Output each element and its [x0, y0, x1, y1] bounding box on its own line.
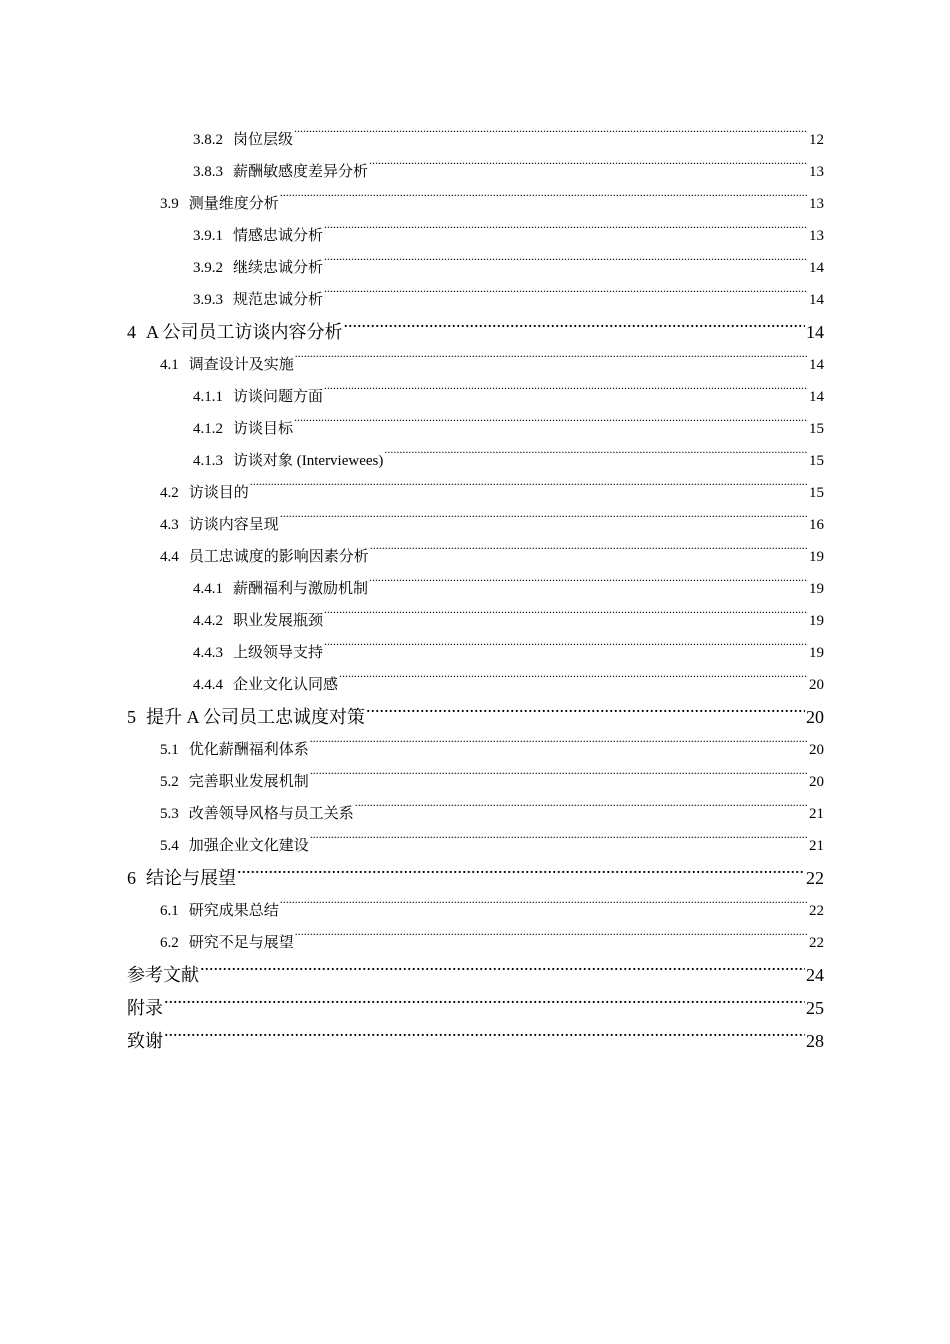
toc-entry[interactable]: [0, 669, 950, 701]
toc-entry-number: 5.2: [160, 774, 179, 790]
toc-entry-number: 3.8.3: [193, 164, 223, 180]
toc-entry-number: 4.4.4: [193, 677, 223, 693]
toc-leader-dots: [344, 320, 805, 338]
toc-entry[interactable]: [0, 992, 950, 1025]
toc-leader-dots: [164, 1029, 805, 1047]
toc-leader-dots: [366, 705, 805, 723]
toc-entry-number: 6.2: [160, 935, 179, 951]
toc-leader-dots: [355, 803, 808, 818]
toc-entry-title: 改善领导风格与员工关系: [188, 806, 354, 822]
toc-entry-page-number: 22: [806, 868, 824, 888]
toc-leader-dots: [164, 996, 805, 1014]
toc-entry[interactable]: [0, 605, 950, 637]
toc-entry[interactable]: [0, 156, 950, 188]
toc-leader-dots: [324, 610, 808, 625]
toc-entry-title: 访谈目的: [188, 485, 249, 501]
toc-entry-title: 测量维度分析: [188, 196, 279, 212]
toc-entry-number: 5.3: [160, 806, 179, 822]
toc-leader-dots: [294, 418, 808, 433]
toc-leader-dots: [339, 674, 808, 689]
toc-entry[interactable]: [0, 541, 950, 573]
toc-entry-title: 提升 A 公司员工忠诚度对策: [146, 707, 366, 727]
toc-leader-dots: [369, 161, 808, 176]
toc-entry[interactable]: [0, 413, 950, 445]
toc-entry-number: 4.1.1: [193, 389, 223, 405]
toc-leader-dots: [370, 546, 808, 561]
toc-entry-number: 6: [127, 868, 136, 888]
toc-entry-title: 薪酬敏感度差异分析: [233, 164, 369, 180]
toc-leader-dots: [324, 225, 808, 240]
toc-entry-number: 4: [127, 322, 136, 342]
toc-entry-number: 4.2: [160, 485, 179, 501]
toc-entry-page-number: 19: [809, 549, 824, 565]
toc-entry-title: 继续忠诚分析: [233, 260, 324, 276]
toc-entry-page-number: 25: [806, 998, 824, 1018]
toc-leader-dots: [310, 835, 808, 850]
toc-entry[interactable]: [0, 381, 950, 413]
toc-leader-dots: [384, 450, 808, 465]
toc-entry-title: 访谈问题方面: [233, 389, 324, 405]
toc-leader-dots: [280, 514, 808, 529]
toc-entry-number: 4.4.1: [193, 581, 223, 597]
toc-entry[interactable]: [0, 284, 950, 316]
toc-entry-number: 4.1.3: [193, 453, 223, 469]
toc-entry-number: 4.1.2: [193, 421, 223, 437]
toc-entry-number: 5.1: [160, 742, 179, 758]
toc-entry-title: 附录: [127, 998, 163, 1018]
toc-entry-page-number: 22: [809, 935, 824, 951]
toc-entry[interactable]: [0, 316, 950, 349]
toc-entry-page-number: 19: [809, 645, 824, 661]
toc-entry[interactable]: [0, 220, 950, 252]
toc-entry-number: 6.1: [160, 903, 179, 919]
toc-entry-page-number: 20: [809, 742, 824, 758]
toc-entry-number: 3.9.1: [193, 228, 223, 244]
toc-entry[interactable]: [0, 509, 950, 541]
toc-entry-title: 规范忠诚分析: [233, 292, 324, 308]
toc-entry-title: 研究成果总结: [188, 903, 279, 919]
toc-entry-number: 3.9.3: [193, 292, 223, 308]
toc-entry-number: 4.1: [160, 357, 179, 373]
toc-entry[interactable]: [0, 798, 950, 830]
toc-entry-page-number: 21: [809, 838, 824, 854]
toc-entry-page-number: 19: [809, 613, 824, 629]
toc-entry-number: 4.4.3: [193, 645, 223, 661]
toc-entry-number: 4.3: [160, 517, 179, 533]
toc-leader-dots: [280, 900, 808, 915]
toc-leader-dots: [294, 129, 808, 144]
toc-entry-page-number: 12: [809, 132, 824, 148]
toc-entry-title: 调查设计及实施: [188, 357, 294, 373]
toc-entry-page-number: 16: [809, 517, 824, 533]
toc-leader-dots: [324, 257, 808, 272]
toc-entry-page-number: 14: [809, 389, 824, 405]
toc-leader-dots: [369, 578, 808, 593]
toc-entry[interactable]: [0, 701, 950, 734]
toc-leader-dots: [200, 963, 805, 981]
toc-entry[interactable]: [0, 252, 950, 284]
toc-leader-dots: [324, 386, 808, 401]
toc-entry-title: 职业发展瓶颈: [233, 613, 324, 629]
toc-entry-title: 优化薪酬福利体系: [188, 742, 309, 758]
toc-entry[interactable]: [0, 445, 950, 477]
toc-entry-page-number: 13: [809, 164, 824, 180]
toc-entry-title: 结论与展望: [146, 868, 236, 888]
toc-entry-number: 3.8.2: [193, 132, 223, 148]
toc-entry[interactable]: [0, 830, 950, 862]
toc-entry-title: 访谈内容呈现: [188, 517, 279, 533]
table-of-contents: [0, 124, 950, 1058]
toc-leader-dots: [295, 932, 808, 947]
toc-leader-dots: [324, 289, 808, 304]
toc-entry-title: 完善职业发展机制: [188, 774, 309, 790]
toc-entry-number: 5.4: [160, 838, 179, 854]
toc-entry-title: 研究不足与展望: [188, 935, 294, 951]
toc-entry-page-number: 13: [809, 228, 824, 244]
toc-entry-page-number: 28: [806, 1031, 824, 1051]
toc-entry-page-number: 20: [809, 677, 824, 693]
toc-entry-page-number: 14: [809, 260, 824, 276]
toc-entry-page-number: 14: [806, 322, 824, 342]
toc-leader-dots: [324, 642, 808, 657]
toc-entry-title: A 公司员工访谈内容分析: [146, 322, 343, 342]
toc-entry-title: 情感忠诚分析: [233, 228, 324, 244]
toc-entry-page-number: 20: [809, 774, 824, 790]
toc-entry[interactable]: [0, 862, 950, 895]
toc-entry[interactable]: [0, 477, 950, 509]
toc-entry-title: 致谢: [127, 1031, 163, 1051]
toc-entry-number: 4.4.2: [193, 613, 223, 629]
toc-entry-title: 企业文化认同感: [233, 677, 339, 693]
toc-leader-dots: [280, 193, 808, 208]
toc-entry-page-number: 13: [809, 196, 824, 212]
toc-entry-title: 上级领导支持: [233, 645, 324, 661]
toc-entry-page-number: 22: [809, 903, 824, 919]
toc-entry[interactable]: [0, 927, 950, 959]
toc-entry[interactable]: [0, 1025, 950, 1058]
toc-entry[interactable]: [0, 895, 950, 927]
toc-entry-page-number: 19: [809, 581, 824, 597]
toc-entry-number: 5: [127, 707, 136, 727]
toc-entry-page-number: 15: [809, 485, 824, 501]
toc-leader-dots: [237, 866, 805, 884]
toc-entry[interactable]: [0, 573, 950, 605]
toc-entry-page-number: 21: [809, 806, 824, 822]
toc-entry-title: 薪酬福利与激励机制: [233, 581, 369, 597]
toc-entry[interactable]: [0, 124, 950, 156]
toc-leader-dots: [295, 354, 808, 369]
toc-entry[interactable]: [0, 766, 950, 798]
toc-entry-page-number: 15: [809, 421, 824, 437]
toc-entry-title: 访谈目标: [233, 421, 294, 437]
toc-entry-title: 员工忠诚度的影响因素分析: [188, 549, 369, 565]
toc-entry-page-number: 24: [806, 965, 824, 985]
toc-entry-page-number: 14: [809, 357, 824, 373]
toc-entry-title: 参考文献: [127, 965, 199, 985]
toc-entry-number: 3.9.2: [193, 260, 223, 276]
toc-entry[interactable]: [0, 734, 950, 766]
toc-entry-number: 4.4: [160, 549, 179, 565]
toc-entry-page-number: 20: [806, 707, 824, 727]
toc-entry-page-number: 15: [809, 453, 824, 469]
toc-entry-title: 加强企业文化建设: [188, 838, 309, 854]
toc-entry-title: 访谈对象 (Interviewees): [233, 453, 384, 469]
toc-leader-dots: [250, 482, 808, 497]
toc-leader-dots: [310, 739, 808, 754]
toc-entry[interactable]: [0, 349, 950, 381]
toc-entry-page-number: 14: [809, 292, 824, 308]
toc-entry[interactable]: [0, 959, 950, 992]
toc-entry[interactable]: [0, 637, 950, 669]
toc-entry-title: 岗位层级: [233, 132, 294, 148]
toc-entry[interactable]: [0, 188, 950, 220]
toc-leader-dots: [310, 771, 808, 786]
toc-entry-number: 3.9: [160, 196, 179, 212]
